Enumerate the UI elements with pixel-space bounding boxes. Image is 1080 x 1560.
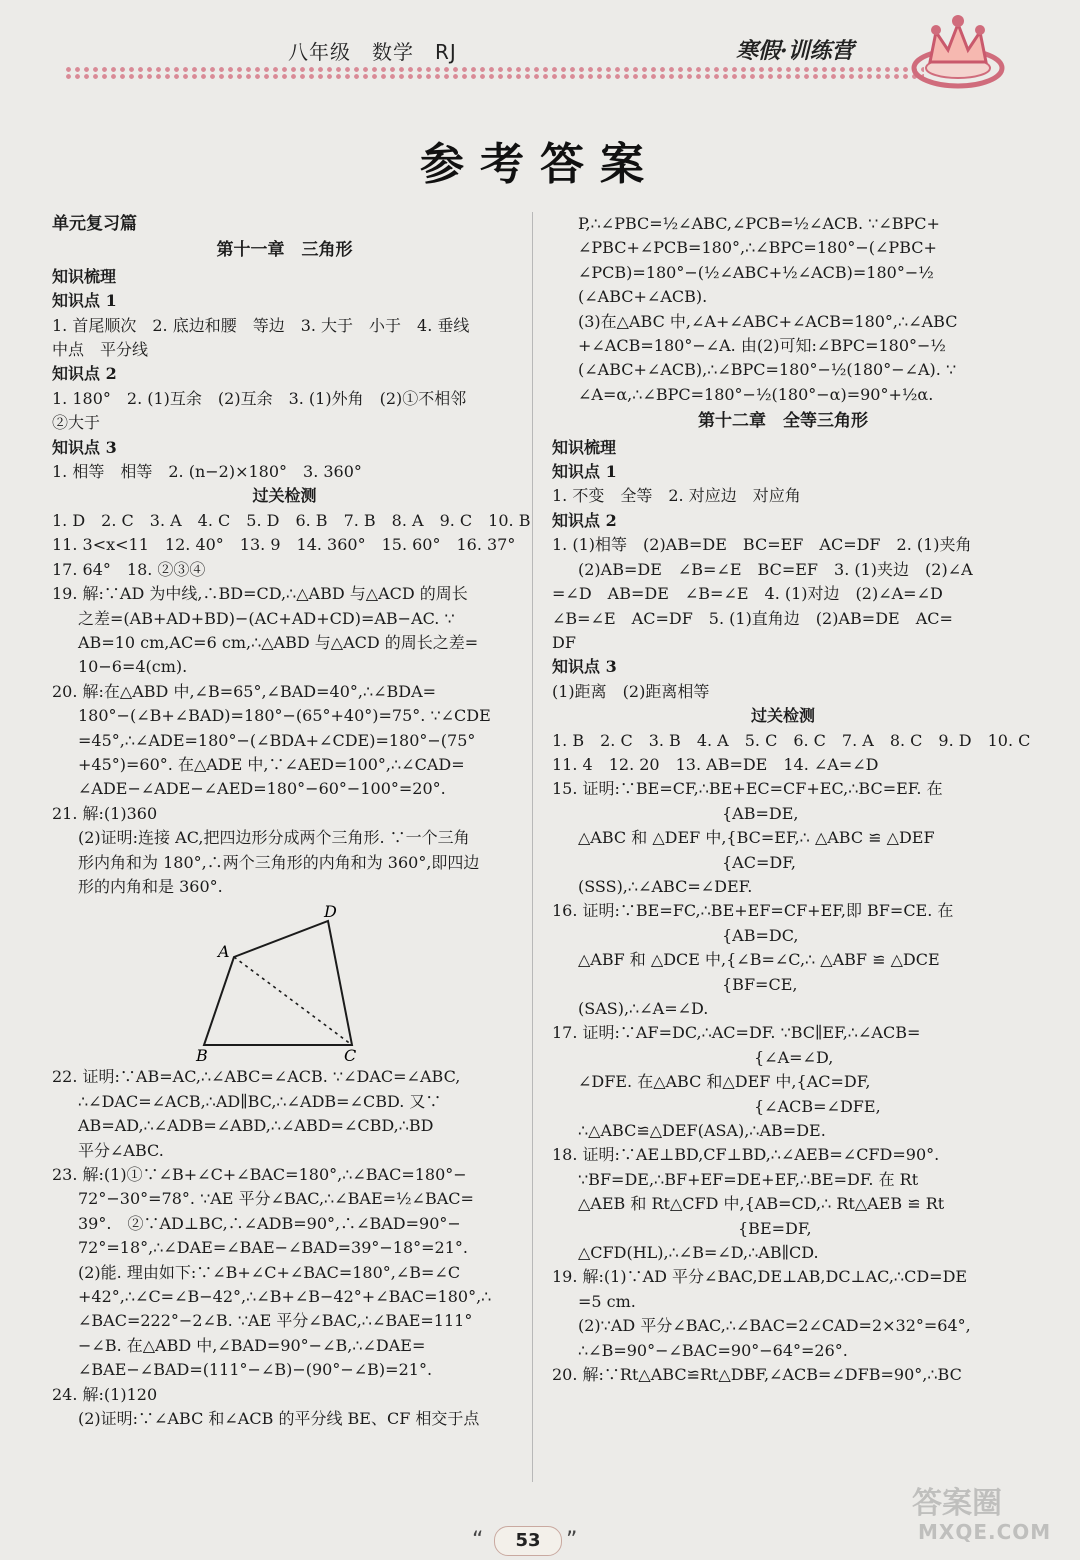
right-text-line: P,∴∠PBC=½∠ABC,∠PCB=½∠ACB. ∵∠BPC+: [578, 214, 940, 233]
left-text-line: 72°−30°=78°. ∵AE 平分∠BAC,∴∠BAE=½∠BAC=: [78, 1189, 474, 1209]
quote-left-icon: “: [472, 1528, 484, 1553]
right-text-line: +∠ACB=180°−∠A. 由(2)可知:∠BPC=180°−½: [578, 336, 946, 356]
left-text-line: 21. 解:(1)360: [52, 803, 158, 823]
left-column: [52, 212, 531, 1431]
right-text-line: ∴∠B=90°−∠BAC=90°−64°=26°.: [578, 1340, 848, 1360]
right-text-line: 知识点 1: [552, 462, 617, 482]
left-text-line: 中点 平分线: [52, 340, 149, 360]
left-text-line: (2)证明:∵∠ABC 和∠ACB 的平分线 BE、CF 相交于点: [78, 1409, 480, 1429]
left-text-line: ∠ADE−∠ADE−∠AED=180°−60°−100°=20°.: [78, 779, 446, 799]
label-a: A: [218, 942, 230, 962]
right-text-line: {AB=DE,: [578, 803, 799, 823]
right-text-line: 17. 证明:∵AF=DC,∴AC=DF. ∵BC∥EF,∴∠ACB=: [552, 1023, 921, 1043]
right-text-line: (2)AB=DE ∠B=∠E BC=EF 3. (1)夹边 (2)∠A: [578, 559, 973, 579]
right-text-line: DF: [552, 632, 576, 652]
watermark-url: MXQE.COM: [918, 1520, 1052, 1544]
quote-right-icon: ”: [566, 1528, 578, 1553]
right-text-line: {BE=DF,: [578, 1218, 812, 1238]
left-text-line: 形内角和为 180°,∴两个三角形的内角和为 360°,即四边: [78, 852, 480, 872]
quadrilateral-abcd: [204, 921, 352, 1045]
label-c: C: [344, 1046, 357, 1062]
left-text-line: 第十一章 三角形: [216, 240, 353, 261]
left-text-line: (2)能. 理由如下:∵∠B+∠C+∠BAC=180°,∠B=∠C: [78, 1262, 461, 1282]
left-text-line: −∠B. 在△ABD 中,∠BAD=90°−∠B,∴∠DAE=: [78, 1335, 426, 1355]
watermark-logo: [902, 1466, 1070, 1550]
left-text-line: (2)证明:连接 AC,把四边形分成两个三角形. ∵一个三角: [78, 828, 470, 848]
figure-container: [52, 901, 517, 1061]
left-text-line: 20. 解:在△ABD 中,∠B=65°,∠BAD=40°,∴∠BDA=: [52, 681, 437, 701]
right-text-line: (∠ABC+∠ACB).: [578, 287, 708, 307]
right-column: [552, 212, 1031, 1388]
right-text-line: 1. B 2. C 3. B 4. A 5. C 6. C 7. A 8. C 9. D 10. C: [552, 730, 1031, 750]
right-text-line: (SSS),∴∠ABC=∠DEF.: [578, 876, 753, 896]
right-text-line: 知识梳理: [552, 437, 617, 457]
left-text-line: 平分∠ABC.: [78, 1140, 164, 1160]
grade-subject-label: 八年级 数学 RJ: [288, 40, 457, 64]
right-text-line: {AB=DC,: [578, 925, 799, 945]
left-text-line: 1. 首尾顺次 2. 底边和腰 等边 3. 大于 小于 4. 垂线: [52, 315, 470, 335]
left-text-line: 1. 180° 2. (1)互余 (2)互余 3. (1)外角 (2)①不相邻: [52, 388, 467, 408]
left-text-line: 23. 解:(1)①∵∠B+∠C+∠BAC=180°,∴∠BAC=180°−: [52, 1165, 467, 1184]
left-text-line: 39°. ②∵AD⊥BC,∴∠ADB=90°,∴∠BAD=90°−: [78, 1213, 461, 1233]
right-text-line: {∠ACB=∠DFE,: [578, 1096, 881, 1116]
label-d: D: [324, 902, 337, 922]
page-title: 参考答案: [420, 139, 660, 190]
right-text-line: 19. 解:(1)∵AD 平分∠BAC,DE⊥AB,DC⊥AC,∴CD=DE: [552, 1267, 968, 1287]
left-text-line: 知识点 1: [52, 291, 117, 311]
watermark-text: 答案圈: [912, 1486, 1002, 1521]
right-text-line: ∴△ABC≌△DEF(ASA),∴AB=DE.: [578, 1121, 826, 1141]
left-text-line: 过关检测: [252, 486, 317, 506]
left-text-line: ②大于: [52, 413, 101, 433]
page-number-badge: [470, 1522, 590, 1556]
left-text-line: 24. 解:(1)120: [52, 1384, 158, 1404]
right-text-line: (1)距离 (2)距离相等: [552, 681, 710, 701]
right-text-line: =∠D AB=DE ∠B=∠E 4. (1)对边 (2)∠A=∠D: [552, 584, 943, 604]
left-text-line: 1. D 2. C 3. A 4. C 5. D 6. B 7. B 8. A 9. C 10. B: [52, 510, 531, 530]
left-text-line: 知识点 2: [52, 364, 117, 384]
left-text-line: 10−6=4(cm).: [78, 657, 188, 677]
right-text-line: (SAS),∴∠A=∠D.: [578, 999, 709, 1018]
right-text-line: 15. 证明:∵BE=CF,∴BE+EC=CF+EC,∴BC=EF. 在: [552, 779, 943, 799]
left-text-line: ∴∠DAC=∠ACB,∴AD∥BC,∴∠ADB=∠CBD. 又∵: [78, 1091, 442, 1111]
right-text-line: (∠ABC+∠ACB),∴∠BPC=180°−½(180°−∠A). ∵: [578, 360, 957, 380]
left-text-line: 知识梳理: [52, 266, 117, 286]
label-b: B: [196, 1046, 208, 1062]
right-text-line: △ABF 和 △DCE 中,{∠B=∠C,∴ △ABF ≌ △DCE: [578, 950, 940, 970]
right-text-line: (3)在△ABC 中,∠A+∠ABC+∠ACB=180°,∴∠ABC: [578, 311, 958, 331]
right-text-line: ∠PCB)=180°−(½∠ABC+½∠ACB)=180°−½: [578, 262, 934, 282]
right-text-line: 第十二章 全等三角形: [698, 411, 868, 432]
right-text-line: 20. 解:∵Rt△ABC≌Rt△DBF,∠ACB=∠DFB=90°,∴BC: [552, 1365, 962, 1385]
right-text-line: (2)∵AD 平分∠BAC,∴∠BAC=2∠CAD=2×32°=64°,: [578, 1316, 971, 1336]
right-text-line: △CFD(HL),∴∠B=∠D,∴AB∥CD.: [578, 1243, 819, 1263]
right-text-line: △ABC 和 △DEF 中,{BC=EF,∴ △ABC ≌ △DEF: [578, 828, 935, 848]
right-text-line: ∠PBC+∠PCB=180°,∴∠BPC=180°−(∠PBC+: [578, 238, 937, 258]
left-text-line: 180°−(∠B+∠BAD)=180°−(65°+40°)=75°. ∵∠CDE: [78, 706, 491, 726]
crown-icon: [908, 4, 1008, 94]
left-text-line: ∠BAC=222°−2∠B. ∵AE 平分∠BAC,∴∠BAE=111°: [78, 1311, 473, 1331]
diagonal-ac: [234, 957, 352, 1045]
column-divider: [532, 212, 533, 1482]
right-text-line: {AC=DF,: [578, 852, 796, 872]
left-text-line: +42°,∴∠C=∠B−42°,∴∠B+∠B−42°+∠BAC=180°,∴: [78, 1287, 492, 1307]
left-text-line: +45°)=60°. 在△ADE 中,∵∠AED=100°,∴∠CAD=: [78, 754, 465, 774]
left-text-line: 之差=(AB+AD+BD)−(AC+AD+CD)=AB−AC. ∵: [78, 608, 455, 628]
right-text-line: 18. 证明:∵AE⊥BD,CF⊥BD,∴∠AEB=∠CFD=90°.: [552, 1145, 940, 1165]
right-text-line: ∠B=∠E AC=DF 5. (1)直角边 (2)AB=DE AC=: [552, 608, 953, 628]
left-text-line: 17. 64° 18. ②③④: [52, 559, 206, 579]
series-title: 寒假·训练营: [736, 38, 854, 64]
right-text-line: {∠A=∠D,: [578, 1047, 834, 1067]
right-text-line: △AEB 和 Rt△CFD 中,{AB=CD,∴ Rt△AEB ≌ Rt: [578, 1194, 945, 1214]
right-text-line: 1. 不变 全等 2. 对应边 对应角: [552, 486, 801, 506]
quadrilateral-figure: [194, 901, 394, 1061]
right-text-line: ∠DFE. 在△ABC 和△DEF 中,{AC=DF,: [578, 1072, 871, 1092]
left-text-line: 1. 相等 相等 2. (n−2)×180° 3. 360°: [52, 462, 362, 482]
left-text-line: =45°,∴∠ADE=180°−(∠BDA+∠CDE)=180°−(75°: [78, 730, 476, 750]
right-text-line: 11. 4 12. 20 13. AB=DE 14. ∠A=∠D: [552, 754, 879, 774]
right-text-line: 知识点 3: [552, 657, 617, 677]
left-text-line: 19. 解:∵AD 为中线,∴BD=CD,∴△ABD 与△ACD 的周长: [52, 584, 468, 604]
right-text-line: 1. (1)相等 (2)AB=DE BC=EF AC=DF 2. (1)夹角: [552, 535, 972, 555]
left-text-line: 单元复习篇: [52, 214, 137, 234]
right-text-line: 过关检测: [750, 706, 815, 726]
page-header: [0, 0, 1080, 110]
left-text-line: AB=10 cm,AC=6 cm,∴△ABD 与△ACD 的周长之差=: [78, 632, 479, 652]
right-text-line: ∠A=α,∴∠BPC=180°−½(180°−α)=90°+½α.: [578, 384, 934, 404]
left-text-line: 知识点 3: [52, 437, 117, 457]
right-text-line: =5 cm.: [578, 1291, 636, 1311]
right-text-line: ∵BF=DE,∴BF+EF=DE+EF,∴BE=DF. 在 Rt: [578, 1169, 919, 1189]
left-text-line: 形的内角和是 360°.: [78, 876, 223, 896]
left-text-line: ∠BAE−∠BAD=(111°−∠B)−(90°−∠B)=21°.: [78, 1360, 433, 1380]
right-text-line: 知识点 2: [552, 510, 617, 530]
left-text-line: 72°=18°,∴∠DAE=∠BAE−∠BAD=39°−18°=21°.: [78, 1238, 468, 1258]
left-text-line: 22. 证明:∵AB=AC,∴∠ABC=∠ACB. ∵∠DAC=∠ABC,: [52, 1067, 461, 1087]
right-text-line: 16. 证明:∵BE=FC,∴BE+EF=CF+EF,即 BF=CE. 在: [552, 901, 954, 921]
right-text-line: {BF=CE,: [578, 974, 798, 994]
header-dotted-line: [64, 66, 924, 80]
page-number: 53: [494, 1526, 562, 1556]
left-text-line: AB=AD,∴∠ADB=∠ABD,∴∠ABD=∠CBD,∴BD: [78, 1116, 434, 1136]
left-text-line: 11. 3<x<11 12. 40° 13. 9 14. 360° 15. 60° 16. 37°: [52, 535, 516, 555]
